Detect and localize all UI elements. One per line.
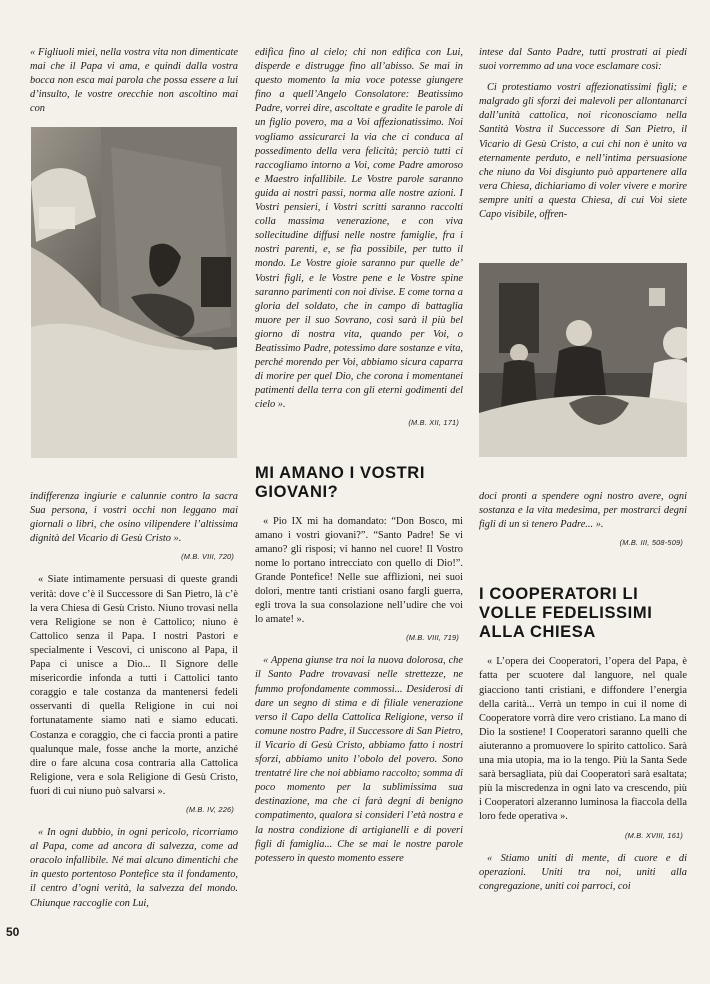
page-number: 50 [6,925,20,939]
col1-bottom [30,490,238,918]
quote-paragraph: « Pio IX mi ha domandato: “Don Bosco, mi amano i vostri giovani?”. “Santo Padre! Se vi amano? gli risposi; vi hanno nel cuore! Il Vostro nome lo portano intrecciato con quello di Dio!”. Grande Pontefice! Nelle sue afflizioni, nei suoi dolori, mentre tanti cristiani osano fargli guerra, egli trova la sua consolazione nell’udire che voi lo amate! ». [255,515,463,626]
citation: (M.B. VIII, 719) [406,633,459,643]
photo-pope-at-wall [31,127,237,458]
quote-paragraph: intese dal Santo Padre, tutti prostrati ai piedi suoi vorremmo ad una voce esclamare così: [479,47,687,73]
citation: (M.B. XVIII, 161) [624,830,683,840]
citation: (M.B. IV, 226) [186,804,234,814]
quote-paragraph: « In ogni dubbio, in ogni pericolo, ricorriamo al Papa, come ad ancora di salvezza, come ad oracolo infallibile. Né mai alcuno dimentichi che in questo portentoso Pontefice sta il fondamento, il centro d’ogni verità, la salvezza del mondo. Chiunque raccoglie con Lui, [30,827,238,909]
col1-top [30,46,238,123]
quote-paragraph: « Figliuoli miei, nella vostra vita non dimenticate mai che il Papa vi ama, e quindi dalla vostra bocca non esca mai parola che possa essere a lui d’insulto, le vostre orecchie non ascoltino mai con [30,47,238,115]
quote-paragraph: indifferenza ingiurie e calunnie contro la sacra Sua persona, i vostri occhi non leggano mai giornali o libri, che osino vilipendere l’altissima dignità del Vicario di Gesù Cristo ». [30,491,238,545]
quote-paragraph: edifica fino al cielo; chi non edifica con Lui, disperde e distrugge fino all’abisso. Se mai in questo momento la mia voce potesse giungere fino a quell’Angelo Consolatore: Beatissimo Padre, vorrei dire, ascoltate e gradite le parole di un figlio povero, ma a Voi affezionatissimo. Noi vogliamo assicurarci la via che ci conduca al possedimento della vera felicità; perciò tutti ci raccogliamo intorno a Voi, come Padre amoroso e Maestro infallibile. Le Vostre parole saranno guida ai nostri passi, norma alle nostre azioni. I Vostri pensieri, i Vostri scritti saranno raccolti colla massima venerazione, e con viva sollecitudine diffusi nelle nostre famiglie, fra i nostri parenti, e, se fia possibile, per tutto il mondo. Le Vostre gioie saranno pur quelle de’ Vostri figli, e le Vostre pene e le Vostre spine saranno parimenti con noi divise. E come torna a gloria del soldato, che in campo di battaglia muore per il suo Sovrano, così sarà il più bel giorno di nostra vita, quando per Voi, o Beatissimo Padre, potessimo dare sostanze e vita, perché morendo per Voi, abbiamo sicura caparra di morire per quel Dio, che corona i momentanei patimenti della terra con gli eterni godimenti del cielo ». [255,47,463,411]
quote-paragraph: « Stiamo uniti di mente, di cuore e di operazioni. Uniti tra noi, uniti alla congregazione, uniti coi parroci, coi [479,852,687,892]
col3-bottom [479,490,687,901]
col3-top [479,46,687,229]
photo-dinner-gathering [479,263,687,457]
citation: (M.B. XII, 171) [408,418,459,428]
quote-paragraph: « Appena giunse tra noi la nuova dolorosa, che il Santo Padre trovavasi nelle strettezze, ne fummo profondamente commossi... Desiderosi di dare un segno di stima e di filiale venerazione verso il Capo della Cattolica Religione, verso il comune nostro Padre, il Successore di San Pietro, il Vicario di Gesù Cristo, abbiamo fatto i nostri sforzi, abbiamo unito l’obolo del povero. Sono trentatré lire che noi abbiamo raccolto; somma di poco momento per la sublimissima sua destinazione, ma che ci farà degni di benigno compatimento, qualora si consideri l’età nostra e la nostra condizione di artigianelli e di poveri figli di famiglia... Che se mai le nostre parole potessero in questo momento essere [255,655,463,864]
section-heading: I COOPERATORI LI VOLLE FEDELISSIMI ALLA CHIESA [479,585,653,642]
citation: (M.B. VIII, 720) [181,552,234,562]
quote-paragraph: doci pronti a spendere ogni nostro avere, ogni sostanza e la vita medesima, per mostrarci degni figli di un sì tenero Padre... ». [479,491,687,531]
quote-paragraph: « L’opera dei Cooperatori, l’opera del Papa, è fatta per scuotere dal languore, nel quale giacciono tanti cristiani, e diffondere l’energia della carità... Verrà un tempo in cui il nome di Cooperatore vorrà dire vero cristiano. La mano di Dio la sostiene! I Cooperatori saranno quelli che aiuteranno a promuovere lo spirito cattolico. Sarà una mia utopia, ma io la tengo. Più la Santa Sede sarà bersagliata, più dai Cooperatori sarà esaltata; più la miscredenza in ogni lato va crescendo, più i Cooperatori alzeranno luminosa la fiaccola della loro fede operativa ». [479,656,687,823]
quote-paragraph: « Siate intimamente persuasi di queste grandi verità: dove c’è il Successore di San Pietro, là c’è la vera Chiesa di Gesù Cristo. Niuno trovasi nella vera Religione se non è Cattolico; niuno è Cattolico senza il Papa. I nostri Pastori e specialmente i Vescovi, ci uniscono al Papa, il Papa ci unisce a Dio... Il Signore delle misericordie infonda a tutti i Cattolici tanto coraggio e tale costanza da mantenersi fedeli osservanti di quella Religione in cui noi fortunatamente siamo nati e siamo educati. Costanza e coraggio, che ci faccia pronti a patire qualunque male, fosse anche la morte, anziché dire o fare alcuna cosa contraria alla Cattolica Religione, vera e sola Religione di Gesù Cristo, fuori di cui niuno può salvarsi ». [30,574,238,797]
section-heading: MI AMANO I VOSTRI GIOVANI? [255,463,426,501]
citation: (M.B. III, 508-509) [619,538,683,548]
quote-paragraph: Ci protestiamo vostri affezionatissimi figli; e malgrado gli sforzi dei malevoli per allontanarci dall’unità cattolica, noi riconosciamo nella Santità Vostra il Successore di San Pietro, il Vicario di Gesù Cristo, a cui chi non è unito va eternamente perduto, e nell’intima persuasione che niuno da Voi disgiunto può appartenere alla vera Chiesa, dichiariamo di voler vivere e morire sempre uniti a questa Chiesa, di cui Voi siete Capo visibile, offren- [479,82,687,221]
col2 [255,46,463,873]
